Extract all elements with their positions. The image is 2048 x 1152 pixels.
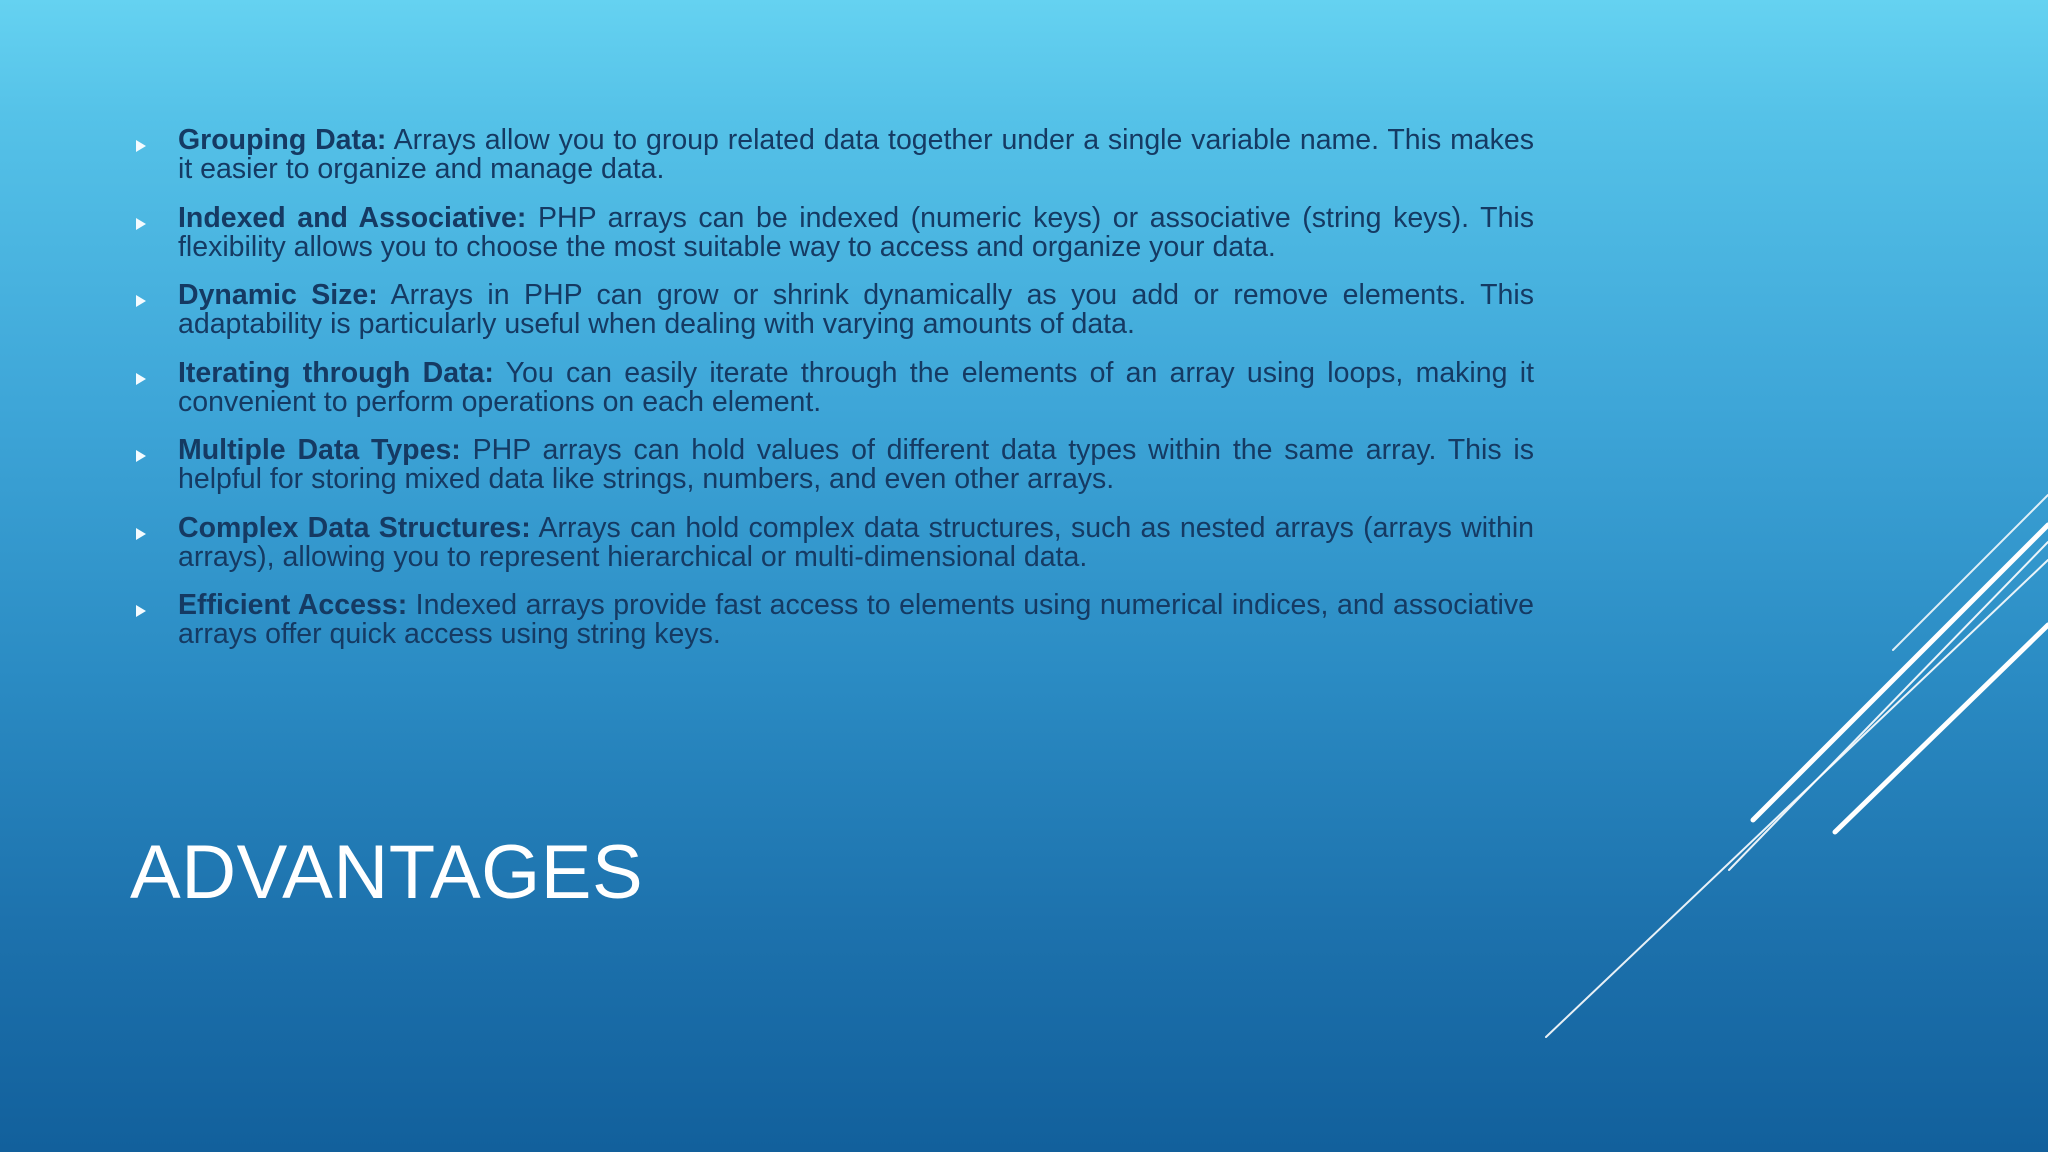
bullet-text xyxy=(178,281,1534,339)
bullet-description: Arrays can hold complex data structures, such as nested arrays (arrays within arrays), allowing you to represent hierarchical or multi-dimensional data. xyxy=(178,511,1534,573)
long-thin-diagonal-line xyxy=(1546,560,2048,1037)
bullet-text xyxy=(178,591,1534,649)
list-item xyxy=(134,126,1534,204)
bullet-triangle-icon xyxy=(136,373,146,385)
bullet-text xyxy=(178,356,1534,418)
bullet-term: Multiple Data Types: xyxy=(178,434,461,466)
thin-diagonal-line xyxy=(1893,495,2048,650)
bullet-description: PHP arrays can be indexed (numeric keys) or associative (string keys). This flexibility allows you to choose the most suitable way to access and organize your data. xyxy=(178,201,1535,263)
bullet-description: PHP arrays can hold values of different data types within the same array. This is helpful for storing mixed data like strings, numbers, and even other arrays. xyxy=(178,434,1534,495)
slide-title: ADVANTAGES xyxy=(130,830,644,915)
bullet-term: Dynamic Size: xyxy=(178,279,378,311)
list-item xyxy=(134,511,1534,592)
bullet-triangle-icon xyxy=(136,295,146,307)
list-item xyxy=(134,356,1534,437)
list-item xyxy=(134,201,1535,282)
bullet-text xyxy=(178,201,1535,263)
advantages-list xyxy=(134,126,1534,669)
bullet-term: Iterating through Data: xyxy=(178,356,494,389)
bullet-description: Arrays in PHP can grow or shrink dynamically as you add or remove elements. This adaptability is particularly useful when dealing with varying amounts of data. xyxy=(178,279,1534,340)
bullet-description: Indexed arrays provide fast access to elements using numerical indices, and associative arrays offer quick access using string keys. xyxy=(178,589,1534,650)
list-item xyxy=(134,436,1534,514)
list-item xyxy=(134,281,1534,359)
bullet-text xyxy=(178,511,1534,573)
bullet-triangle-icon xyxy=(136,450,146,462)
bullet-term: Grouping Data: xyxy=(178,124,387,156)
bullet-triangle-icon xyxy=(136,605,146,617)
bullet-triangle-icon xyxy=(136,140,146,152)
bullet-triangle-icon xyxy=(136,528,146,540)
bullet-text xyxy=(178,436,1534,494)
bullet-term: Efficient Access: xyxy=(178,589,408,621)
bullet-description: You can easily iterate through the elements of an array using loops, making it convenient to perform operations on each element. xyxy=(178,356,1534,418)
bullet-description: Arrays allow you to group related data together under a single variable name. This makes it easier to organize and manage data. xyxy=(178,124,1535,185)
bullet-triangle-icon xyxy=(136,218,146,230)
bullet-term: Indexed and Associative: xyxy=(178,201,527,234)
thick-diagonal-line xyxy=(1753,525,2048,820)
thick-diagonal-line xyxy=(1835,625,2048,832)
bullet-text xyxy=(178,126,1534,184)
bullet-term: Complex Data Structures: xyxy=(178,511,531,544)
list-item xyxy=(134,591,1534,669)
thin-diagonal-line xyxy=(1729,542,2048,870)
